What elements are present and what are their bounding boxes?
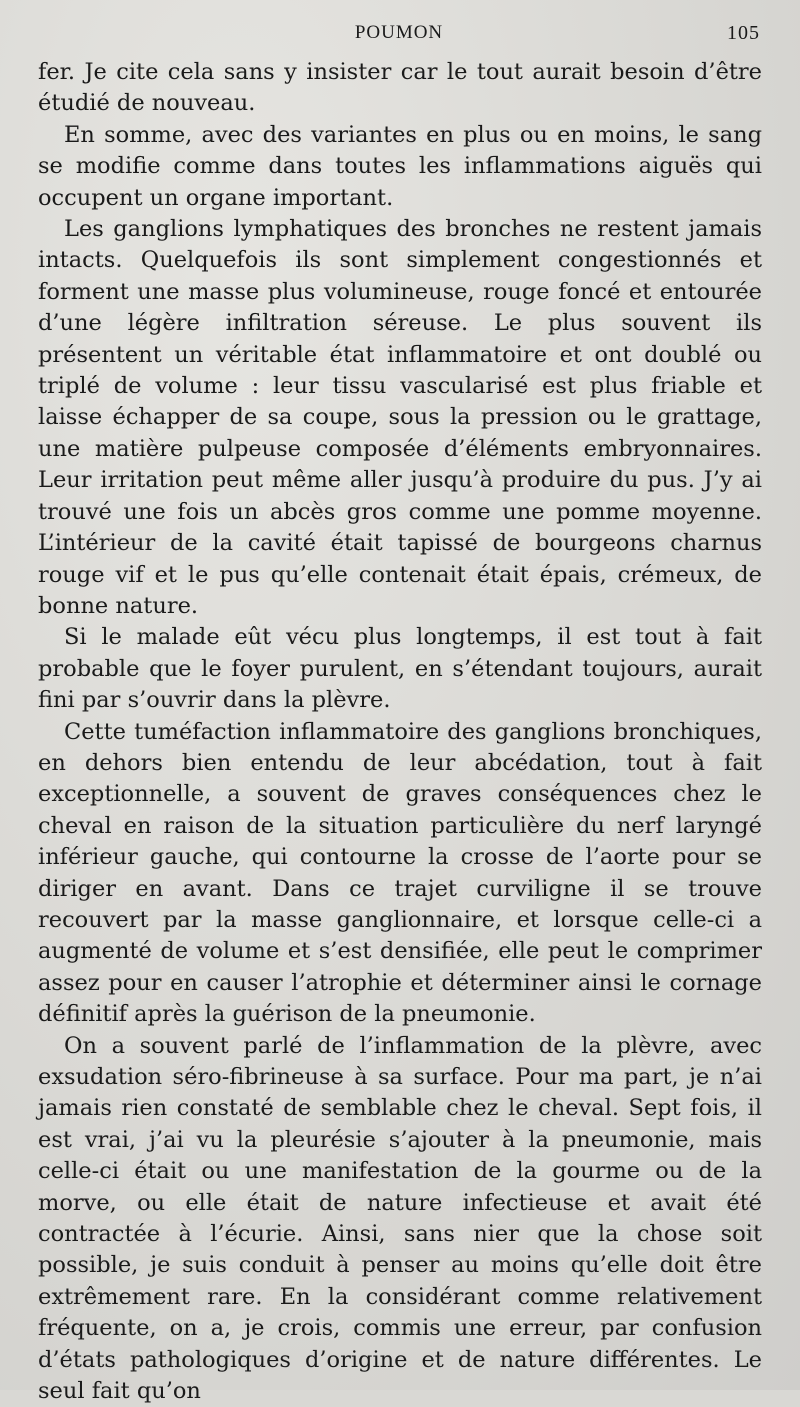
page-header xyxy=(38,20,760,50)
paragraph: En somme, avec des variantes en plus ou en moins, le sang se modifie comme dans toutes les inflammations aiguës qui occupent un organe important. xyxy=(38,121,762,211)
paragraph: Les ganglions lymphatiques des bronches ne restent jamais intacts. Quelquefois ils sont simplement congestionnés et forment une masse plus volumineuse, rouge foncé et entourée d’une légère infiltration séreuse. Le plus souvent ils présentent un véritable état inflammatoire et ont doublé ou triplé de volume : leur tissu vascularisé est plus friable et laisse échapper de sa coupe, sous la pression ou le grattage, une matière pulpeuse composée d’éléments embryonnaires. Leur irritation peut même aller jusqu’à produire du pus. J’y ai trouvé une fois un abcès gros comme une pomme moyenne. L’intérieur de la cavité était tapissé de bourgeons charnus rouge vif et le pus qu’elle contenait était épais, crémeux, de bonne nature. xyxy=(38,216,762,619)
running-title: POUMON xyxy=(354,22,444,43)
paragraph: Cette tuméfaction inflammatoire des ganglions bronchiques, en dehors bien entendu de leur abcédation, tout à fait exceptionnelle, a souvent de graves conséquences chez le cheval en raison de la situation particulière du nerf laryngé inférieur gauche, qui contourne la crosse de l’aorte pour se diriger en avant. Dans ce trajet curviligne il se trouve recouvert par la masse ganglionnaire, et lorsque celle-ci a augmenté de volume et s’est densifiée, elle peut le comprimer assez pour en causer l’atrophie et déterminer ainsi le cornage définitif après la guérison de la pneumonie. xyxy=(38,718,762,1028)
paragraph-continuation: fer. Je cite cela sans y insister car le tout aurait besoin d’être étudié de nouveau. xyxy=(38,59,762,117)
page-body xyxy=(38,57,762,1407)
page-number: 105 xyxy=(727,22,760,44)
paragraph: Si le malade eût vécu plus longtemps, il est tout à fait probable que le foyer purulent, en s’étendant toujours, aurait fini par s’ouvrir dans la plèvre. xyxy=(38,624,762,714)
paragraph: On a souvent parlé de l’inflammation de la plèvre, avec exsudation séro-fibrineuse à sa surface. Pour ma part, je n’ai jamais rien constaté de semblable chez le cheval. Sept fois, il est vrai, j’ai vu la pleurésie s’ajouter à la pneumonie, mais celle-ci était ou une manifestation de la gourme ou de la morve, ou elle était de nature infectieuse et avait été contractée à l’écurie. Ainsi, sans nier que la chose soit possible, je suis conduit à penser au moins qu’elle doit être extrêmement rare. En la considérant comme relativement fréquente, on a, je crois, commis une erreur, par confusion d’états pathologiques d’origine et de nature différentes. Le seul fait qu’on xyxy=(38,1032,762,1405)
